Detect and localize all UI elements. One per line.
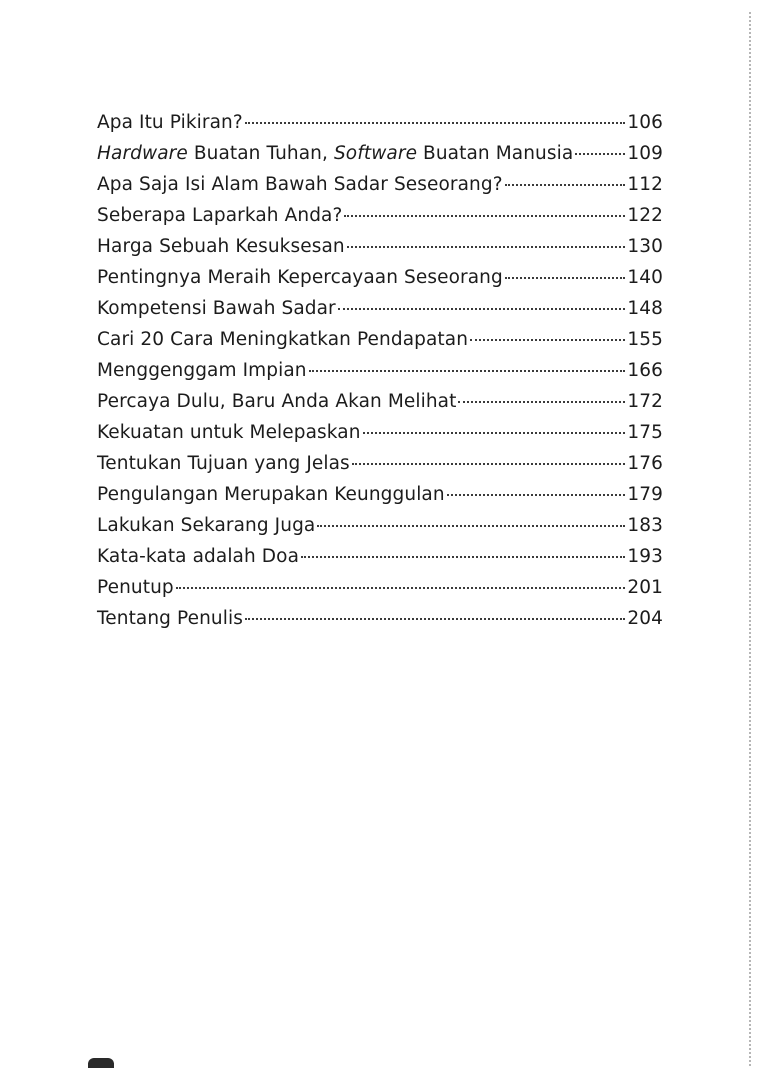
dot-leader xyxy=(458,400,625,403)
toc-entry-page: 183 xyxy=(627,515,663,536)
toc-entry xyxy=(97,262,663,293)
toc-entry-title: Kompetensi Bawah Sadar xyxy=(97,298,336,319)
toc-entry xyxy=(97,169,663,200)
toc-entry-page: 172 xyxy=(627,391,663,412)
dot-leader xyxy=(344,214,625,217)
toc-entry-title: Seberapa Laparkah Anda? xyxy=(97,205,343,226)
toc-entry-title: Harga Sebuah Kesuksesan xyxy=(97,236,345,257)
toc-entry-page: 148 xyxy=(627,298,663,319)
toc-entry-title: Apa Saja Isi Alam Bawah Sadar Seseorang? xyxy=(97,174,503,195)
toc-entry-page: 155 xyxy=(627,329,663,350)
toc-entry xyxy=(97,417,663,448)
dot-leader xyxy=(505,183,626,186)
dot-leader xyxy=(338,307,626,310)
dot-leader xyxy=(176,586,626,589)
footer-page-mark xyxy=(88,1058,114,1068)
toc-entry xyxy=(97,386,663,417)
dot-leader xyxy=(470,338,625,341)
toc-entry-page: 179 xyxy=(627,484,663,505)
dot-leader xyxy=(317,524,625,527)
toc-entry-page: 112 xyxy=(627,174,663,195)
toc-title-italic-part: Hardware xyxy=(97,143,188,164)
toc-entry-page: 109 xyxy=(627,143,663,164)
toc-entry-title: Percaya Dulu, Baru Anda Akan Melihat xyxy=(97,391,457,412)
dot-leader xyxy=(245,617,625,620)
toc-entry-page: 175 xyxy=(627,422,663,443)
dot-leader xyxy=(301,555,625,558)
toc-entry xyxy=(97,479,663,510)
toc-entry xyxy=(97,541,663,572)
toc-entry-page: 204 xyxy=(627,608,663,629)
toc-entry xyxy=(97,510,663,541)
dot-leader xyxy=(347,245,626,248)
dot-leader xyxy=(309,369,626,372)
toc-entry-title: Penutup xyxy=(97,577,174,598)
toc-entry-page: 166 xyxy=(627,360,663,381)
toc-entry xyxy=(97,107,663,138)
toc-entry-page: 193 xyxy=(627,546,663,567)
toc-entry-title xyxy=(97,138,573,169)
toc-entry xyxy=(97,603,663,634)
page-edge-dots xyxy=(749,12,751,1068)
dot-leader xyxy=(447,493,626,496)
toc-entry-page: 122 xyxy=(627,205,663,226)
toc-entry-page: 201 xyxy=(627,577,663,598)
toc-entry xyxy=(97,200,663,231)
toc-entry-title: Tentukan Tujuan yang Jelas xyxy=(97,453,350,474)
table-of-contents xyxy=(97,107,663,634)
toc-entry-title: Lakukan Sekarang Juga xyxy=(97,515,316,536)
toc-entry-title: Kekuatan untuk Melepaskan xyxy=(97,422,361,443)
toc-entry-page: 176 xyxy=(627,453,663,474)
toc-title-part: Buatan Tuhan, xyxy=(187,143,334,164)
toc-title-italic-part: Software xyxy=(333,143,418,164)
toc-entry-page: 106 xyxy=(627,112,663,133)
toc-entry xyxy=(97,138,663,169)
toc-entry xyxy=(97,293,663,324)
toc-entry-title: Pentingnya Meraih Kepercayaan Seseorang xyxy=(97,267,503,288)
toc-entry-title: Menggenggam Impian xyxy=(97,360,307,381)
dot-leader xyxy=(245,121,626,124)
dot-leader xyxy=(363,431,626,434)
toc-entry-title: Kata-kata adalah Doa xyxy=(97,546,300,567)
toc-entry-title: Apa Itu Pikiran? xyxy=(97,112,243,133)
toc-entry-page: 140 xyxy=(627,267,663,288)
dot-leader xyxy=(505,276,626,279)
toc-entry xyxy=(97,448,663,479)
toc-entry-title: Cari 20 Cara Meningkatkan Pendapatan xyxy=(97,329,469,350)
toc-entry xyxy=(97,572,663,603)
toc-entry-page: 130 xyxy=(627,236,663,257)
toc-entry xyxy=(97,231,663,262)
toc-title-part: Buatan Manusia xyxy=(417,143,574,164)
toc-entry-title: Pengulangan Merupakan Keunggulan xyxy=(97,484,445,505)
toc-entry xyxy=(97,355,663,386)
toc-entry-title: Tentang Penulis xyxy=(97,608,243,629)
dot-leader xyxy=(575,152,625,155)
dot-leader xyxy=(352,462,626,465)
toc-entry xyxy=(97,324,663,355)
